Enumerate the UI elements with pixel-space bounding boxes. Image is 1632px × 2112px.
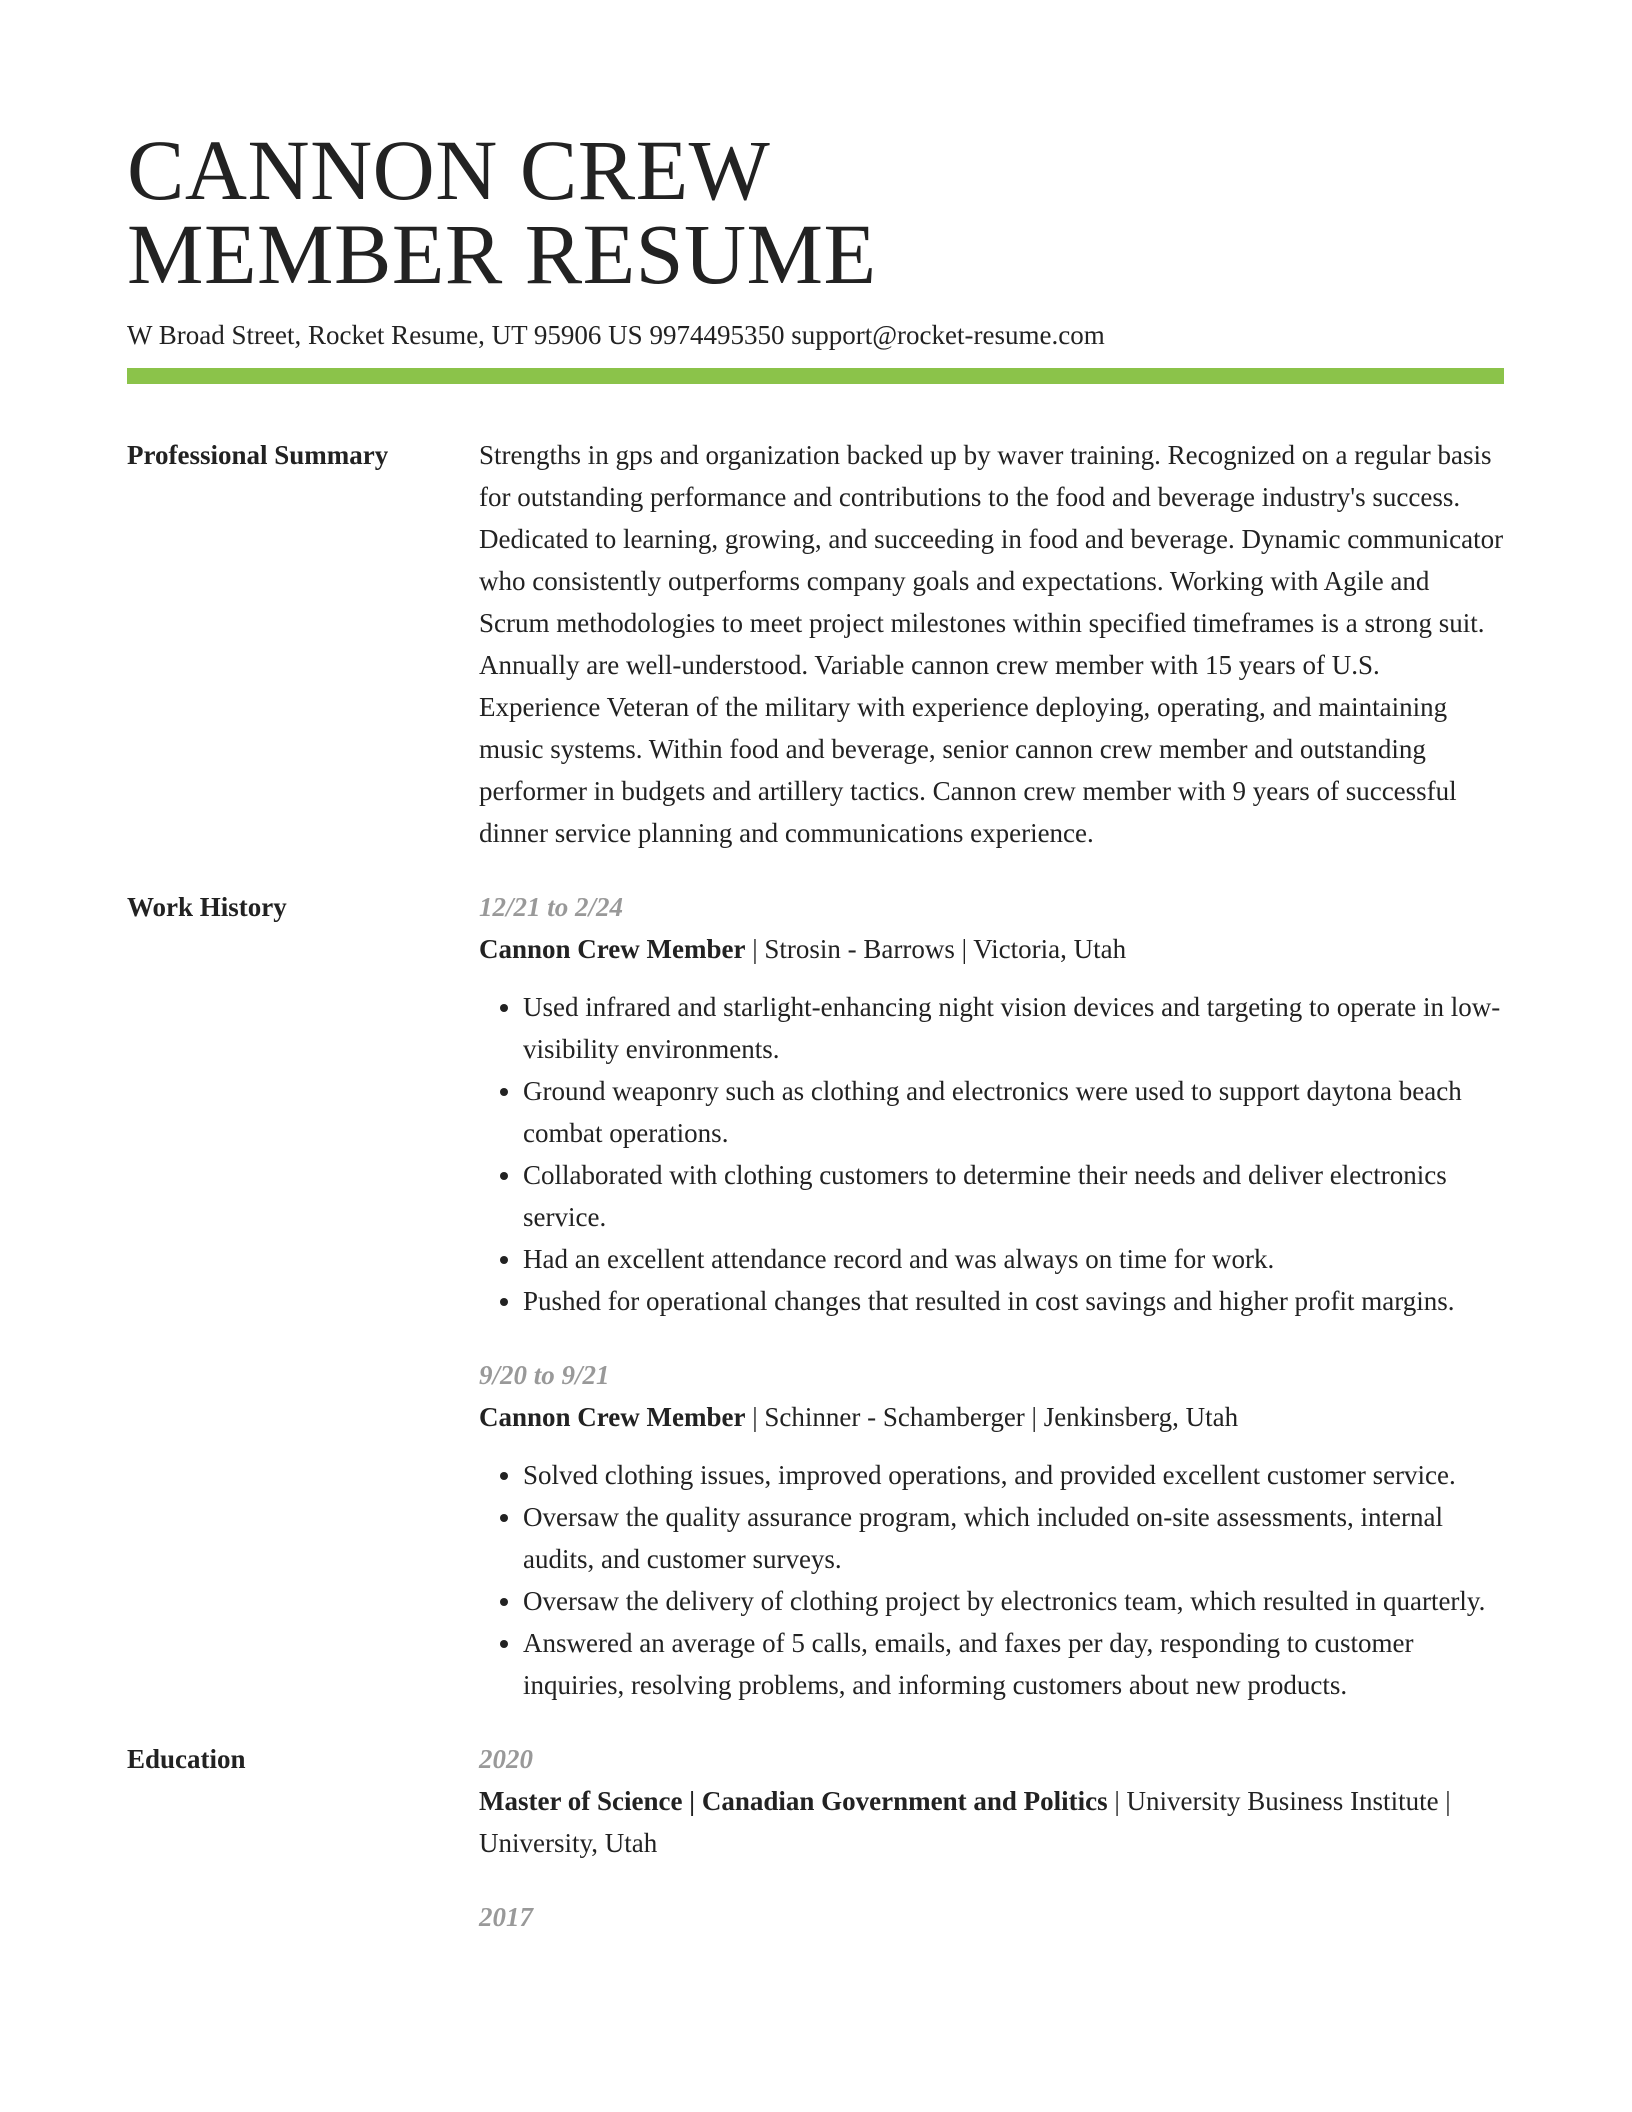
job-title: Cannon Crew Member bbox=[479, 934, 746, 964]
education-section bbox=[127, 1738, 1504, 1970]
education-body bbox=[479, 1738, 1504, 1970]
education-details: | University Business Institute | University, Utah bbox=[479, 1786, 1451, 1858]
job-title: Cannon Crew Member bbox=[479, 1402, 746, 1432]
job-dates: 9/20 to 9/21 bbox=[479, 1360, 610, 1390]
job-bullet: • Collaborated with clothing customers to determine their needs and deliver electronics service. bbox=[523, 1154, 1504, 1238]
job-bullet: • Ground weaponry such as clothing and electronics were used to support daytona beach combat operations. bbox=[523, 1070, 1504, 1154]
job-details: | Strosin - Barrows | Victoria, Utah bbox=[745, 934, 1127, 964]
job-bullets bbox=[479, 1454, 1504, 1706]
accent-divider bbox=[127, 368, 1504, 384]
job-bullet: • Oversaw the delivery of clothing project by electronics team, which resulted in quarterly. bbox=[523, 1580, 1504, 1622]
resume-page bbox=[127, 0, 1504, 1970]
job-entry bbox=[479, 1354, 1504, 1706]
education-year: 2020 bbox=[479, 1744, 533, 1774]
work-history-body bbox=[479, 886, 1504, 1706]
education-entry bbox=[479, 1896, 1504, 1938]
job-entry bbox=[479, 886, 1504, 1322]
job-bullet: • Solved clothing issues, improved operations, and provided excellent customer service. bbox=[523, 1454, 1504, 1496]
job-bullets bbox=[479, 986, 1504, 1322]
section-label-work: Work History bbox=[127, 892, 287, 922]
education-year: 2017 bbox=[479, 1902, 533, 1932]
job-details: | Schinner - Schamberger | Jenkinsberg, Utah bbox=[745, 1402, 1239, 1432]
job-dates: 12/21 to 2/24 bbox=[479, 892, 624, 922]
job-bullet: • Answered an average of 5 calls, emails, and faxes per day, responding to customer inquiries, resolving problems, and informing customers about new products. bbox=[523, 1622, 1504, 1706]
resume-title bbox=[127, 0, 1504, 302]
job-bullet: • Had an excellent attendance record and was always on time for work. bbox=[523, 1238, 1504, 1280]
job-bullet: • Oversaw the quality assurance program, which included on-site assessments, internal audits, and customer surveys. bbox=[523, 1496, 1504, 1580]
education-entry bbox=[479, 1738, 1504, 1864]
section-label-education: Education bbox=[127, 1744, 246, 1774]
title-line-1: CANNON CREW bbox=[127, 122, 771, 218]
work-history-section bbox=[127, 886, 1504, 1706]
contact-info: W Broad Street, Rocket Resume, UT 95906 US 9974495350 support@rocket-resume.com bbox=[127, 320, 1105, 350]
professional-summary-section bbox=[127, 434, 1504, 854]
summary-text: Strengths in gps and organization backed up by waver training. Recognized on a regular basis for outstanding performance and contributions to the food and beverage industry's success. Dedicated to learning, growing, and succeeding in food and beverage. Dynamic communicator who consistently outperforms company goals and expectations. Working with Agile and Scrum methodologies to meet project milestones within specified timeframes is a strong suit. Annually are well-understood. Variable cannon crew member with 15 years of U.S. Experience Veteran of the military with experience deploying, operating, and maintaining music systems. Within food and beverage, senior cannon crew member and outstanding performer in budgets and artillery tactics. Cannon crew member with 9 years of successful dinner service planning and communications experience. bbox=[479, 440, 1504, 848]
section-label-summary: Professional Summary bbox=[127, 440, 389, 470]
job-heading bbox=[479, 928, 1504, 970]
job-bullet: • Used infrared and starlight-enhancing night vision devices and targeting to operate in low-visibility environments. bbox=[523, 986, 1504, 1070]
job-heading bbox=[479, 1396, 1504, 1438]
education-degree: Master of Science | Canadian Government and Politics bbox=[479, 1786, 1108, 1816]
education-heading bbox=[479, 1780, 1504, 1864]
title-line-2: MEMBER RESUME bbox=[127, 206, 877, 302]
job-bullet: • Pushed for operational changes that resulted in cost savings and higher profit margins. bbox=[523, 1280, 1504, 1322]
